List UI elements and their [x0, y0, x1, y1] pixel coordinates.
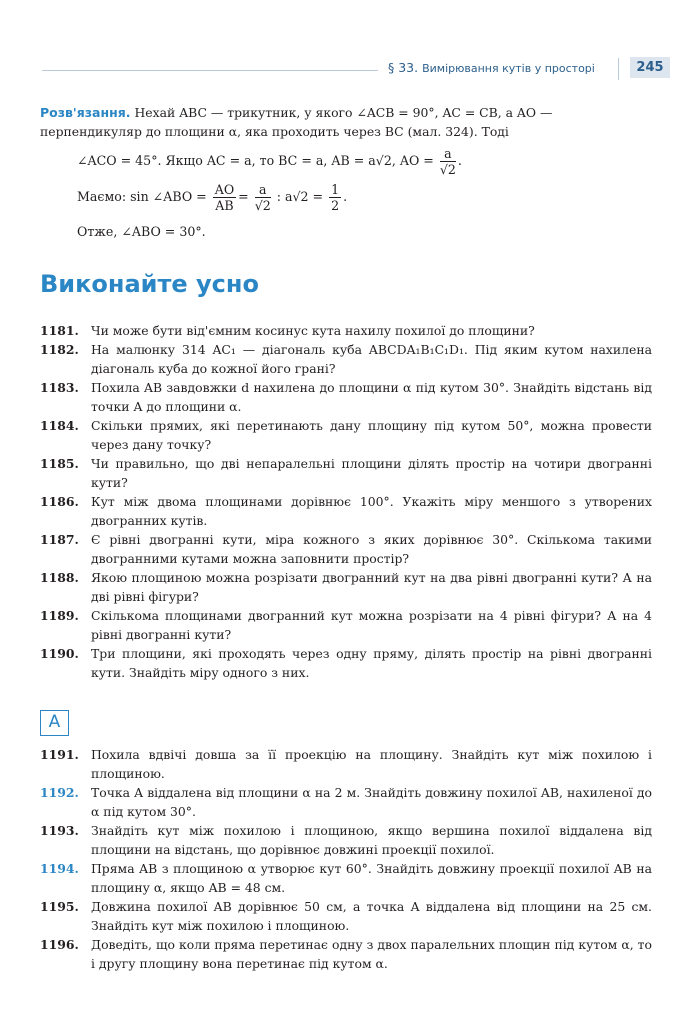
problem-number: 1188. [40, 570, 79, 585]
solution-line-3-middle: : a√2 = [276, 189, 324, 204]
fraction-numerator: a [255, 182, 271, 198]
problem-item [40, 606, 652, 644]
problem-number: 1187. [40, 532, 79, 547]
problem-number: 1196. [40, 937, 79, 952]
solution-line-3: Маємо: sin ∠ABO = $\frac{AO}{AB}$ = $\frac{a}{√2}$ : a√2 = $\frac{1}{2}$ . [77, 182, 348, 213]
problem-number: 1184. [40, 418, 79, 433]
problem-text: Кут між двома площинами дорівнює 100°. Укажіть міру меншого з утворених двогранних кутів. [91, 494, 652, 528]
problem-item [40, 454, 652, 492]
problem-item [40, 530, 652, 568]
solution-line-2-text: ∠ACO = 45°. Якщо AC = a, то BC = a, AB = a√2, [77, 153, 396, 168]
problem-number: 1194. [40, 861, 79, 876]
problem-item [40, 935, 652, 973]
fraction-numerator: 1 [331, 182, 340, 197]
problem-text: Довжина похилої AB дорівнює 50 см, а точка A віддалена від площини на 25 см. Знайдіть кут між похилою і площиною. [91, 899, 652, 933]
problem-item [40, 416, 652, 454]
solution-line-3-text: Маємо: sin ∠ABO = [77, 189, 207, 204]
running-header [388, 60, 595, 75]
fraction-ao-ab [213, 182, 236, 213]
problem-number: 1185. [40, 456, 79, 471]
solution-line-2: ∠ACO = 45°. Якщо AC = a, то BC = a, AB = a√2, AO = $\frac{a}{√2}$ . [77, 146, 462, 177]
fraction-numerator: AO [214, 182, 235, 197]
fraction-a-sqrt2 [440, 146, 456, 177]
problem-text: Скільки прямих, які перетинають дану площину під кутом 50°, можна провести через дану точку? [91, 418, 652, 452]
problem-item [40, 745, 652, 783]
problem-text: На малюнку 314 AC₁ — діагональ куба ABCDA₁B₁C₁D₁. Під яким кутом нахилена діагональ куба до кожної його грані? [91, 342, 652, 376]
problem-item [40, 897, 652, 935]
problem-item [40, 821, 652, 859]
problem-text: Чи може бути від'ємним косинус кута нахилу похилої до площини? [91, 323, 535, 338]
solution-text: Нехай ABC — трикутник, у якого ∠ACB = 90°, AC = CB, а AO — перпендикуляр до площини α, яка проходить через BC (мал. 324). Тоді [40, 105, 553, 139]
problem-text: Чи правильно, що дві непаралельні площини ділять простір на чотири двогранні кути? [91, 456, 652, 490]
problem-number: 1191. [40, 747, 79, 762]
problem-item [40, 568, 652, 606]
problem-number: 1182. [40, 342, 79, 357]
section-title: Виконайте усно [40, 270, 259, 298]
problem-text: Знайдіть кут між похилою і площиною, якщо вершина похилої віддалена від площини на відстань, що дорівнює довжині проекції похилої. [91, 823, 652, 857]
fraction-denominator: √2 [254, 198, 271, 213]
problem-item [40, 378, 652, 416]
problem-number: 1181. [40, 323, 79, 338]
header-rule [42, 70, 378, 71]
problem-number: 1193. [40, 823, 79, 838]
problem-number: 1189. [40, 608, 79, 623]
problem-text: Скількома площинами двогранний кут можна розрізати на 4 рівні фігури? А на 4 рівні двогранні кути? [91, 608, 652, 642]
oral-problems-list [40, 321, 652, 682]
fraction-denominator: 2 [331, 198, 340, 213]
problem-item [40, 783, 652, 821]
page-number: 245 [630, 57, 670, 78]
problem-item [40, 340, 652, 378]
problem-text: Доведіть, що коли пряма перетинає одну з двох паралельних площин під кутом α, то і другу площину вона перетинає під кутом α. [91, 937, 652, 971]
problem-item [40, 859, 652, 897]
problem-number: 1186. [40, 494, 79, 509]
problem-text: Три площини, які проходять через одну пряму, ділять простір на рівні двогранні кути. Знайдіть міру одного з них. [91, 646, 652, 680]
problem-number: 1190. [40, 646, 79, 661]
problem-text: Якою площиною можна розрізати двогранний кут на два рівні двогранні кути? А на дві рівні фігури? [91, 570, 652, 604]
problem-number: 1192. [40, 785, 79, 800]
problem-text: Похила вдвічі довша за її проекцію на площину. Знайдіть кут між похилою і площиною. [91, 747, 652, 781]
problem-item [40, 492, 652, 530]
header-separator [618, 58, 619, 80]
solution-paragraph [40, 103, 652, 141]
fraction-one-half [329, 182, 341, 213]
fraction-denominator: AB [215, 198, 234, 213]
solution-line-4: Отже, ∠ABO = 30°. [77, 224, 206, 239]
problem-item [40, 644, 652, 682]
problem-item [40, 321, 652, 340]
section-number: § 33. [388, 60, 419, 75]
problem-number: 1183. [40, 380, 79, 395]
solution-label: Розв'язання. [40, 105, 131, 120]
level-a-problems-list [40, 745, 652, 973]
problem-text: Похила AB завдовжки d нахилена до площини α під кутом 30°. Знайдіть відстань від точки A до площини α. [91, 380, 652, 414]
fraction-numerator: a [440, 146, 456, 162]
problem-number: 1195. [40, 899, 79, 914]
problem-text: Є рівні двогранні кути, міра кожного з яких дорівнює 30°. Скількома такими двогранними кутами можна заповнити простір? [91, 532, 652, 566]
section-name: Вимірювання кутів у просторі [422, 62, 595, 75]
solution-line-2-ao: AO = [399, 153, 434, 168]
problem-text: Точка A віддалена від площини α на 2 м. Знайдіть довжину похилої AB, нахиленої до α під кутом 30°. [91, 785, 652, 819]
level-a-badge: A [40, 710, 69, 736]
fraction-denominator: √2 [439, 162, 456, 177]
fraction-a-sqrt2-second [255, 182, 271, 213]
problem-text: Пряма AB з площиною α утворює кут 60°. Знайдіть довжину проекції похилої AB на площину α, якщо AB = 48 см. [91, 861, 652, 895]
